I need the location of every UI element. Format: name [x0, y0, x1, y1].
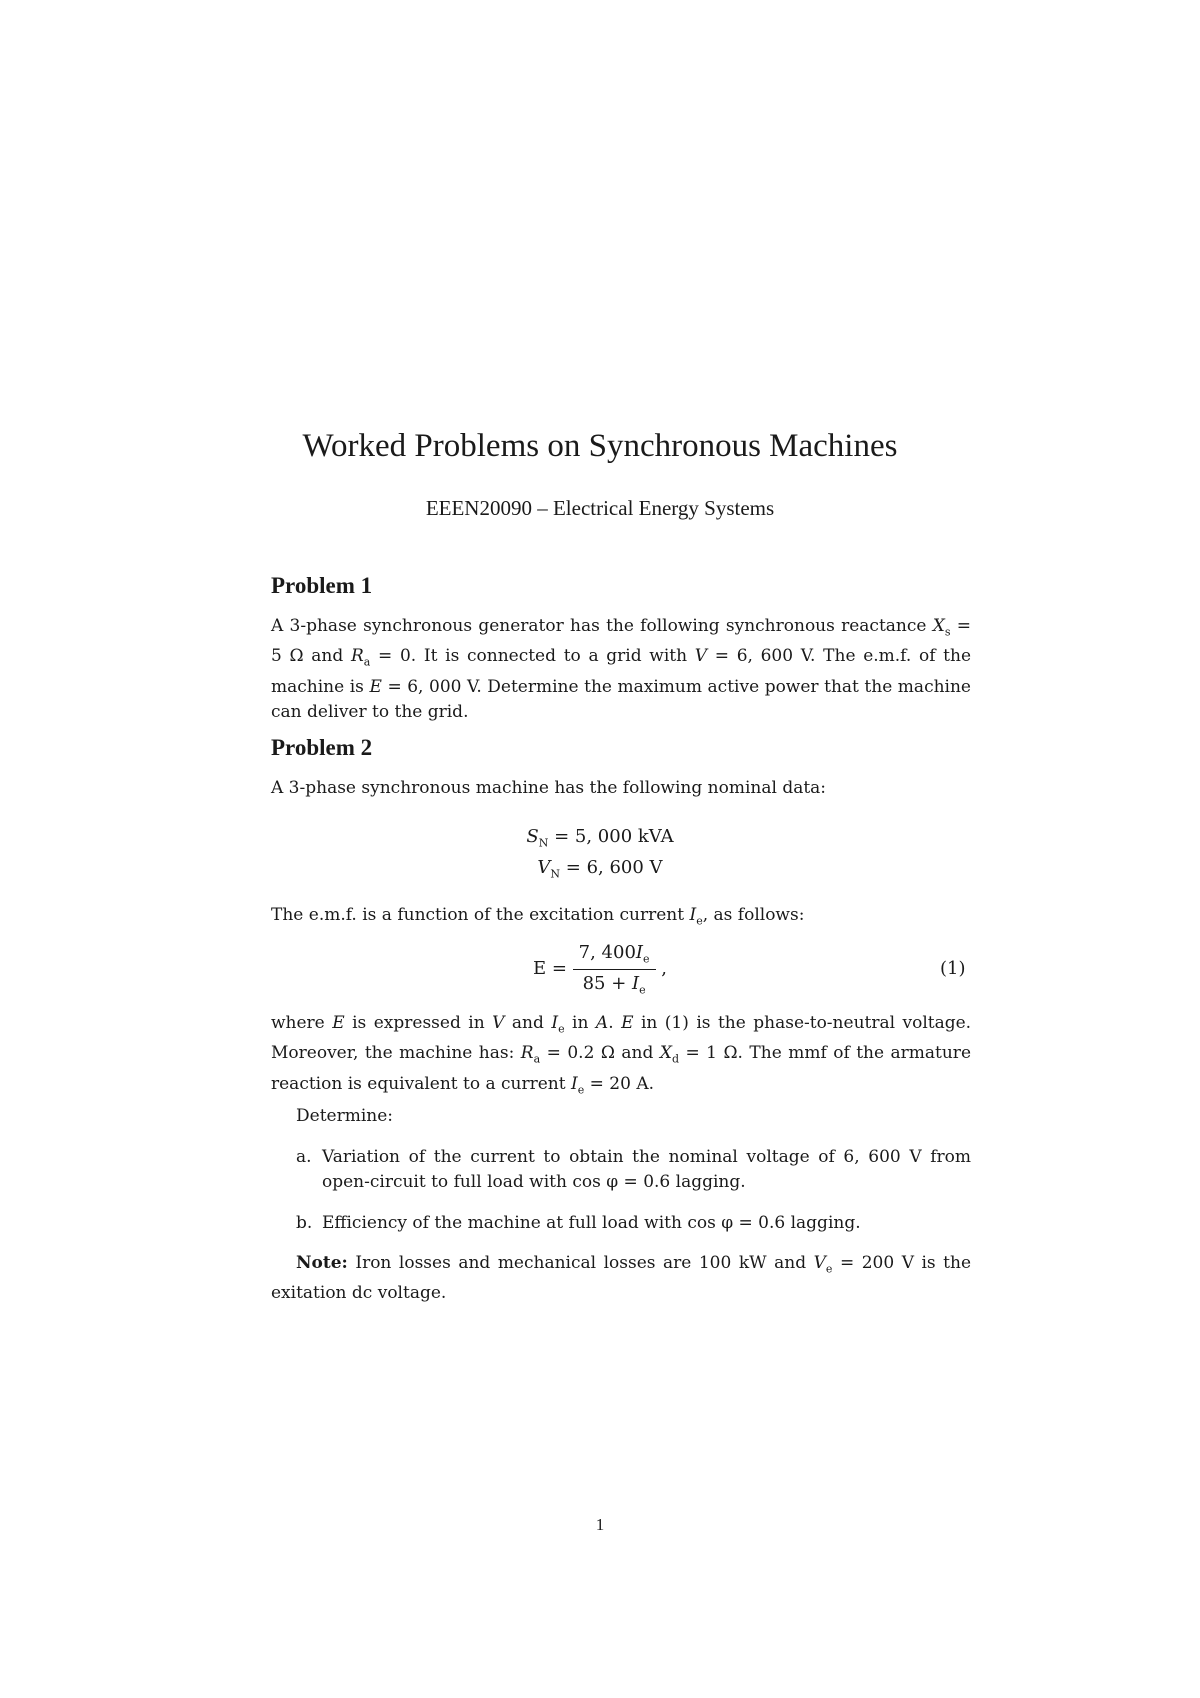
- problem-2-intro: A 3-phase synchronous machine has the following nominal data:: [271, 778, 827, 798]
- emf-equation: E = $\frac{7, 400I_e}{85 + I_e}$ ,: [532, 942, 668, 997]
- nominal-voltage: $V_N = 6$, 600 V: [537, 857, 663, 881]
- list-item-a-text: Variation of the current to obtain the nominal voltage of 6, 600 V from open-circuit to full load with cos φ = 0.6 lagging.: [322, 1147, 971, 1192]
- problem-2-heading: Problem 2: [271, 735, 373, 760]
- nominal-apparent-power: $S_N = 5$, 000 kVA: [526, 826, 674, 850]
- document-subtitle: EEEN20090 – Electrical Energy Systems: [425, 496, 775, 520]
- list-item-a-label: a.: [296, 1147, 312, 1167]
- determine-label: Determine:: [296, 1106, 394, 1126]
- list-item-b-label: b.: [296, 1213, 313, 1233]
- list-item-a: [296, 1145, 971, 1195]
- emf-description: The e.m.f. is a function of the excitation current $I_e$, as follows:: [271, 905, 805, 928]
- document-title: Worked Problems on Synchronous Machines: [302, 428, 898, 464]
- note-paragraph: Note: Iron losses and mechanical losses are 100 kW and $V_e = 200$ V is the exitation dc voltage.: [271, 1253, 972, 1304]
- problem-1-text: A 3-phase synchronous generator has the following synchronous reactance $X_s = 5$ Ω and $R_a = 0$. It is connected to a grid with V = 6, 600 V. The e.m.f. of the machine is E = 6, 000 V. Determine the maximum active power that the machine can deliver to the grid.: [271, 616, 972, 722]
- note-label: Note:: [296, 1253, 348, 1273]
- page-number: 1: [595, 1515, 605, 1534]
- equation-number: (1): [940, 958, 966, 979]
- emf-fraction: $\frac{7, 400I_e}{85 + I_e}$: [573, 942, 656, 996]
- list-item-b: [296, 1211, 971, 1236]
- list-item-b-text: Efficiency of the machine at full load with cos φ = 0.6 lagging.: [322, 1213, 861, 1233]
- problem-1-heading: Problem 1: [271, 573, 373, 598]
- machine-parameters-text: where E is expressed in V and $I_e$ in A. E in (1) is the phase-to-neutral voltage. Moreover, the machine has: $R_a = 0.2$ Ω and $X_d = 1$ Ω. The mmf of the armature reaction is equivalent to a current $I_e = 20$ A.: [271, 1013, 972, 1097]
